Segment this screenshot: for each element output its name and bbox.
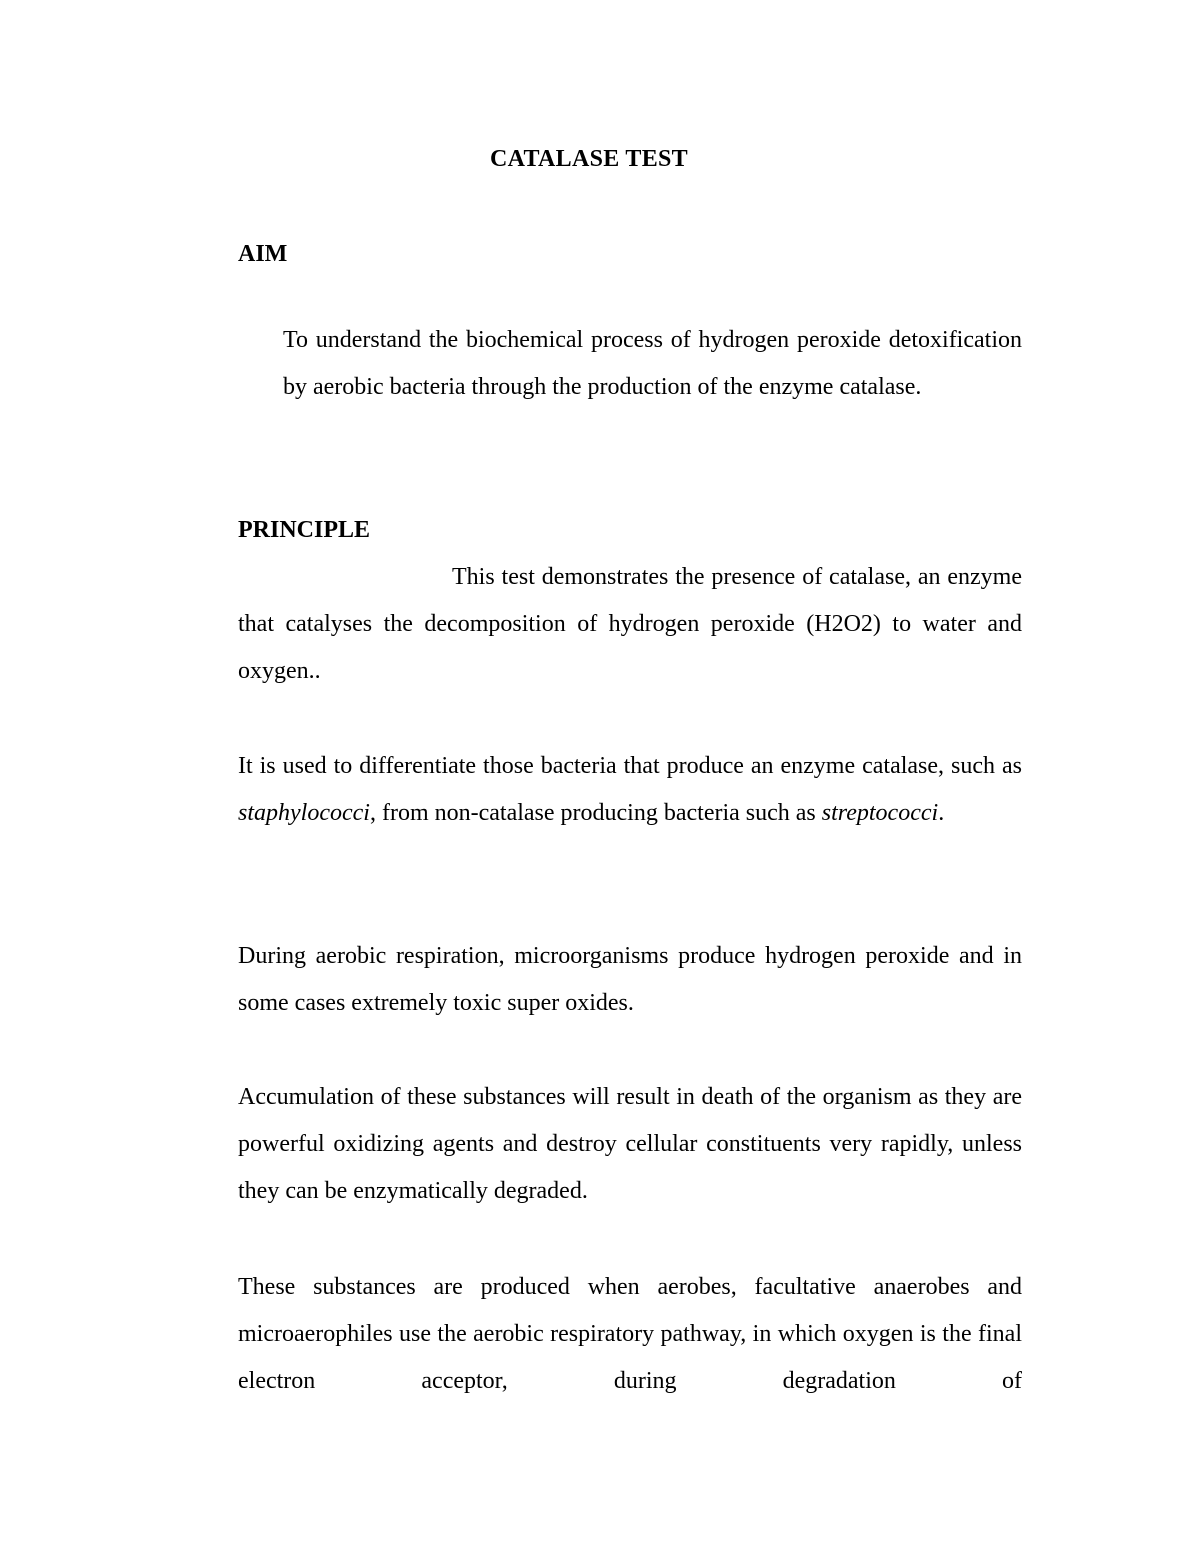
principle-paragraph-1-text: This test demonstrates the presence of catalase, an enzyme that catalyses the decomposition of hydrogen peroxide (H2O2) to water and oxygen.. — [238, 564, 1022, 684]
aim-paragraph: To understand the biochemical process of hydrogen peroxide detoxification by aerobic bacteria through the production of the enzyme catalase. — [283, 327, 1022, 400]
principle-paragraph-4: Accumulation of these substances will result in death of the organism as they are powerful oxidizing agents and destroy cellular constituents very rapidly, unless they can be enzymatically degraded. — [238, 1084, 1022, 1204]
principle-paragraph-2 — [238, 743, 1022, 837]
aim-heading: AIM — [238, 241, 288, 267]
organism-name-streptococci: streptococci — [821, 800, 939, 826]
principle-paragraph-2-part2: , from non-catalase producing bacteria such as — [369, 800, 822, 826]
principle-paragraph-1 — [238, 554, 1022, 695]
document-title: CATALASE TEST — [490, 146, 688, 172]
principle-paragraph-2-part3: . — [938, 800, 945, 826]
principle-heading: PRINCIPLE — [238, 517, 371, 543]
principle-paragraph-2-part1: It is used to differentiate those bacteria that produce an enzyme catalase, such as — [238, 753, 1022, 779]
organism-name-staphylococci: staphylococci — [238, 800, 370, 826]
principle-paragraph-3: During aerobic respiration, microorganisms produce hydrogen peroxide and in some cases extremely toxic super oxides. — [238, 943, 1022, 1016]
principle-paragraph-5: These substances are produced when aerobes, facultative anaerobes and microaerophiles use the aerobic respiratory pathway, in which oxygen is the final electron acceptor, during degradation of — [238, 1274, 1022, 1394]
